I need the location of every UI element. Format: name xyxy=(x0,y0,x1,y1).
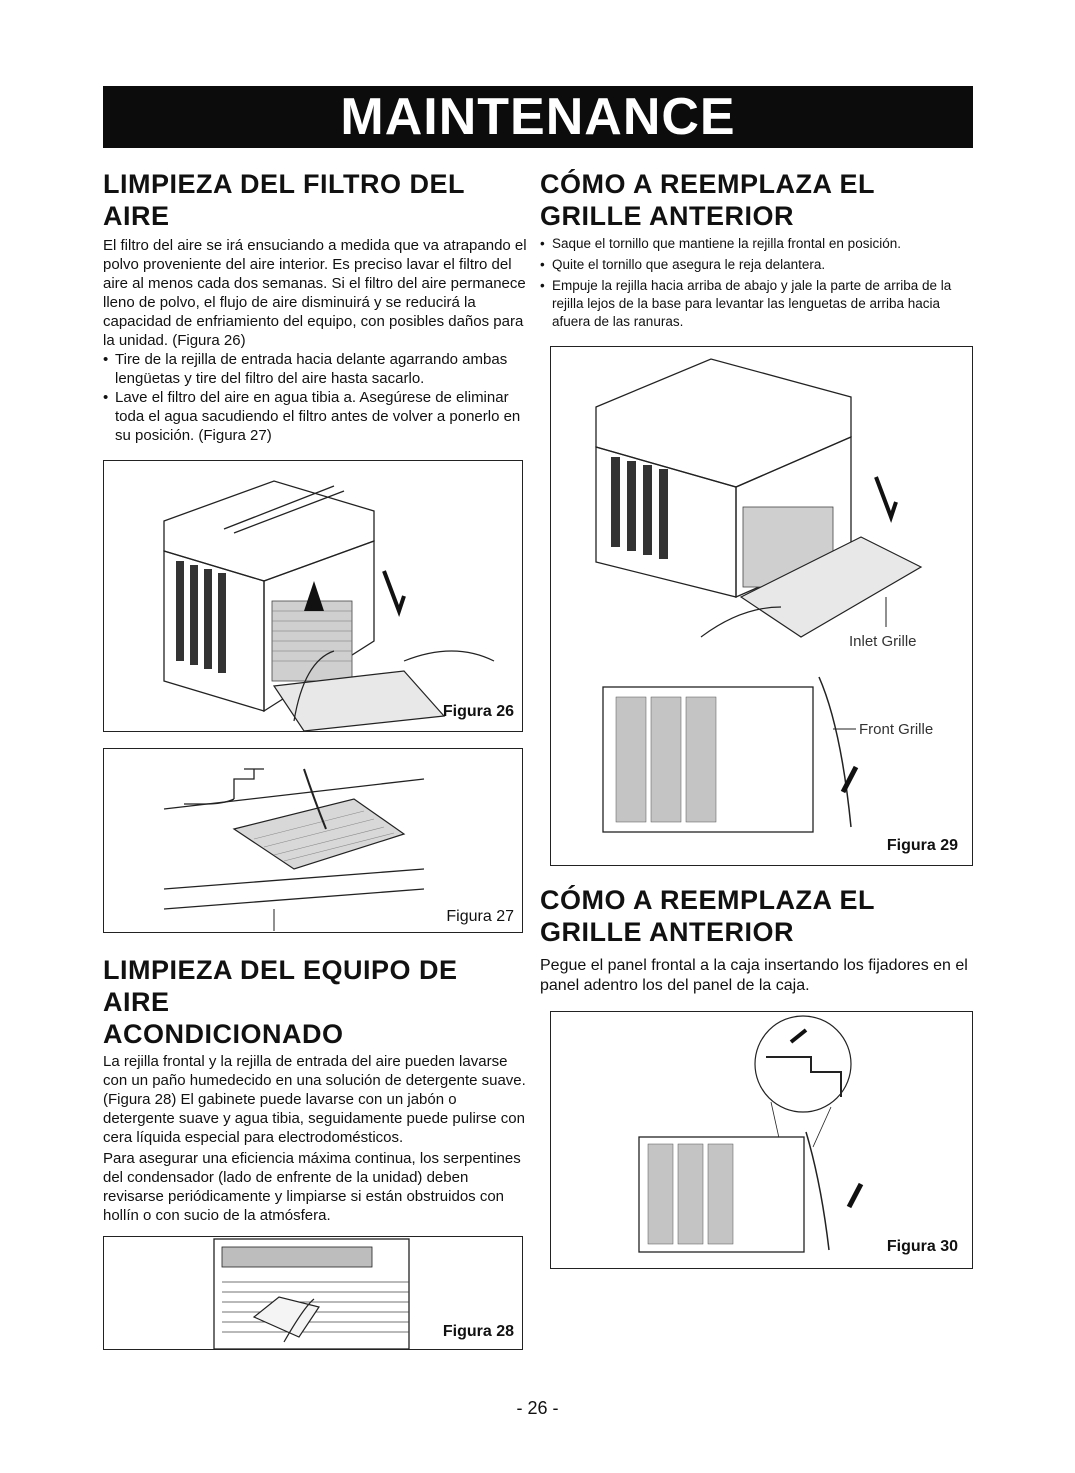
list-item: • Tire de la rejilla de entrada hacia delante agarrando ambas lengüetas y tire del filtro del aire hasta sacarlo. xyxy=(103,350,528,388)
cleaning-paragraph-1: La rejilla frontal y la rejilla de entrada del aire pueden lavarse con un paño humedecido en una solución de detergente suave.(Figura 28) El gabinete puede lavarse con un jabón o detergente suave y agua tibia, seguidamente puede pulirse con cera líquida especial para electrodomésticos. xyxy=(103,1053,526,1146)
figure-30-label: Figura 30 xyxy=(886,1238,958,1255)
figure-27-label: Figura 27 xyxy=(446,908,514,925)
page-number: - 26 - xyxy=(516,1398,559,1418)
figure-29-label: Figura 29 xyxy=(886,837,958,854)
reattach-section xyxy=(540,884,975,996)
figure-27 xyxy=(103,748,523,933)
heading-line: GRILLE ANTERIOR xyxy=(540,917,794,947)
list-item: • Saque el tornillo que mantiene la rejilla frontal en posición. xyxy=(540,235,975,253)
inlet-grille-callout: Inlet Grille xyxy=(849,633,917,650)
list-item: • Empuje la rejilla hacia arriba de abajo y jale la parte de arriba de la rejilla lejos de la base para levantar las lenguetas de arriba hacia afuera de las ranuras. xyxy=(540,277,975,331)
section-heading-replace xyxy=(540,168,975,232)
grille-removal-illustration xyxy=(551,347,974,867)
figure-26 xyxy=(103,460,523,732)
cleaning-paragraph-2: Para asegurar una eficiencia máxima continua, los serpentines del condensador (lado de enfrente de la unidad) deben revisarse periódicamente y limpiarse si están obstruidos con hollín o con sucio de la atmósfera. xyxy=(103,1150,521,1224)
heading-line: ACONDICIONADO xyxy=(103,1019,344,1049)
filter-paragraph: El filtro del aire se irá ensuciando a medida que va atrapando el polvo proveniente del aire interior. Es preciso lavar el filtro del aire al menos cada dos semanas. Si el filtro del aire permanece lleno de polvo, el flujo de aire disminuirá y se reducirá la capacidad de enfriamiento del equipo, con posibles daños para la unidad. (Figura 26) xyxy=(103,237,527,349)
figure-28 xyxy=(103,1236,523,1350)
list-item: • Lave el filtro del aire en agua tibia a. Asegúrese de eliminar toda el agua sacudiendo el filtro antes de volver a ponerlo en su posición. (Figura 27) xyxy=(103,388,528,445)
right-column xyxy=(540,168,975,331)
figure-29 xyxy=(550,346,973,866)
left-column xyxy=(103,168,528,445)
page-banner: MAINTENANCE xyxy=(103,86,973,148)
section-heading-cleaning xyxy=(103,954,528,1050)
heading-line: CÓMO A REEMPLAZA EL xyxy=(540,169,875,199)
cleaning-section xyxy=(103,954,528,1225)
heading-line: CÓMO A REEMPLAZA EL xyxy=(540,885,875,915)
front-grille-callout: Front Grille xyxy=(859,721,934,738)
figure-30 xyxy=(550,1011,973,1269)
heading-line: GRILLE ANTERIOR xyxy=(540,201,794,231)
filter-steps xyxy=(103,350,528,445)
list-item: • Quite el tornillo que asegura le reja delantera. xyxy=(540,256,975,274)
air-conditioner-filter-illustration xyxy=(104,461,524,733)
section-heading-reattach xyxy=(540,884,975,948)
figure-28-label: Figura 28 xyxy=(442,1323,514,1340)
grille-attachment-illustration xyxy=(551,1012,974,1270)
replace-steps xyxy=(540,235,975,331)
heading-line: LIMPIEZA DEL EQUIPO DE AIRE xyxy=(103,955,458,1017)
section-heading-filter: LIMPIEZA DEL FILTRO DEL AIRE xyxy=(103,169,465,231)
figure-26-label: Figura 26 xyxy=(442,703,514,720)
reattach-paragraph: Pegue el panel frontal a la caja insertando los fijadores en el panel adentro los del panel de la caja. xyxy=(540,957,968,994)
filter-washing-illustration xyxy=(104,749,524,934)
